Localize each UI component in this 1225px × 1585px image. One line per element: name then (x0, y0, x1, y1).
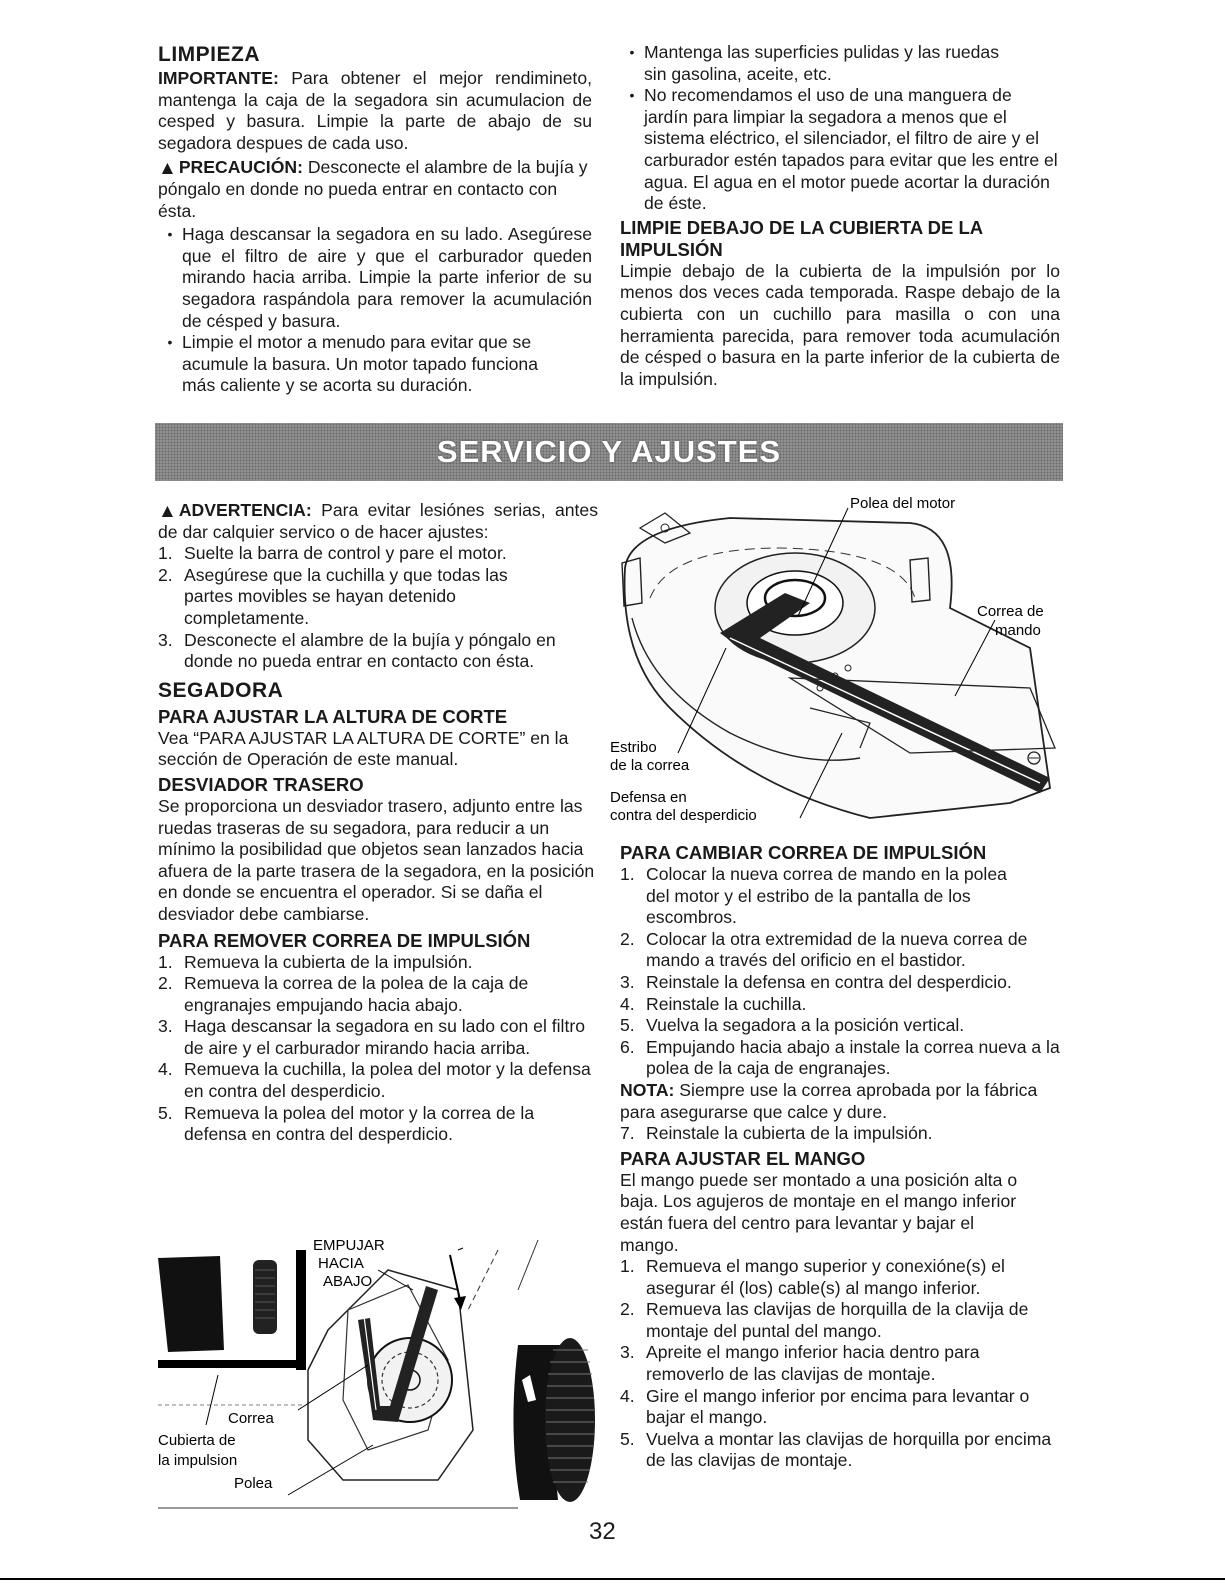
step-number: 5. (158, 1102, 173, 1123)
step-text: Colocar la nueva correa de mando en la polea del motor y el estribo de la pantalla de los escombros. (646, 864, 1007, 928)
step-text: Reinstale la cuchilla. (646, 993, 807, 1014)
label-abajo: ABAJO (323, 1273, 373, 1290)
step-number: 5. (620, 1428, 635, 1449)
importante-paragraph (158, 68, 592, 154)
label-cubierta-1: Cubierta de (158, 1432, 236, 1449)
step-number: 7. (620, 1123, 635, 1144)
step-text: Haga descansar la segadora en su lado con el filtro de aire y el carburador mirando hacia arriba. (184, 1016, 585, 1058)
step-number: 3. (620, 971, 635, 992)
step-text: Gire el mango inferior por encima para levantar o bajar el mango. (646, 1385, 1030, 1428)
mango-text: El mango puede ser montado a una posición alta o baja. Los agujeros de montaje en el mango inferior están fuera del centro para levantar y bajar el mango. (620, 1169, 1018, 1255)
advertencia-paragraph (158, 500, 598, 543)
step-text: Vuelva a montar las clavijas de horquilla por encima de las clavijas de montaje. (646, 1428, 1052, 1471)
precaucion-paragraph (158, 157, 592, 222)
advertencia-label: ADVERTENCIA: (178, 500, 312, 520)
list-item (620, 929, 1060, 972)
label-defensa-en: Defensa en (610, 789, 687, 806)
list-item (158, 565, 598, 630)
list-item (620, 1015, 1060, 1037)
remover-title: PARA REMOVER CORREA DE IMPULSIÓN (158, 929, 531, 951)
step-number: 4. (620, 1385, 635, 1406)
bullet-icon: • (167, 334, 173, 351)
list-item (620, 864, 1060, 929)
step-text: Remueva las clavijas de horquilla de la clavija de montaje del puntal del mango. (646, 1299, 1029, 1341)
step-text: Empujando hacia abajo a instale la correa nueva a la polea de la caja de engranajes. (646, 1036, 1060, 1079)
list-item (620, 1386, 1060, 1429)
right-column (620, 842, 1060, 1472)
list-item (620, 972, 1060, 994)
list-item (620, 1429, 1060, 1472)
list-item (158, 543, 598, 565)
step-text: Reinstale la defensa en contra del desperdicio. (646, 971, 1012, 992)
altura-title: PARA AJUSTAR LA ALTURA DE CORTE (158, 705, 508, 727)
warning-icon: ▲ (158, 501, 177, 522)
list-item (158, 1059, 598, 1102)
step-number: 2. (158, 973, 173, 994)
step-text: Asegúrese que la cuchilla y que todas las partes movibles se hayan detenido completamente. (184, 564, 508, 628)
step-number: 3. (158, 629, 173, 650)
label-mando: mando (995, 622, 1041, 639)
list-item (158, 630, 598, 673)
label-empujar: EMPUJAR (313, 1237, 385, 1254)
step-number: 6. (620, 1036, 635, 1057)
step-number: 1. (158, 543, 173, 564)
top-right-section (620, 42, 1060, 390)
step-number: 1. (620, 1256, 635, 1277)
bullet-icon: • (629, 44, 635, 60)
step-text: Remueva la cubierta de la impulsión. (184, 951, 473, 972)
left-column (158, 500, 598, 1146)
step-number: 2. (158, 564, 173, 585)
list-item (158, 952, 598, 974)
cubierta-title: LIMPIE DEBAJO DE LA CUBIERTA DE LA IMPULSIÓN (620, 216, 983, 260)
label-correa: Correa (228, 1410, 274, 1427)
label-estribo: Estribo (610, 739, 657, 756)
nota-text: Siempre use la correa aprobada por la fábrica para asegurarse que calce y dure. (620, 1079, 1038, 1122)
step-number: 2. (620, 1299, 635, 1320)
step-text: Colocar la otra extremidad de la nueva correa de mando a través del orificio en el bastidor. (646, 928, 1028, 971)
altura-text: Vea “PARA AJUSTAR LA ALTURA DE CORTE” en la sección de Operación de este manual. (158, 727, 569, 770)
bottom-rule (0, 1578, 1225, 1580)
label-polea-motor: Polea del motor (850, 495, 956, 512)
banner-title: SERVICIO Y AJUSTES (436, 434, 782, 469)
step-text: Desconecte el alambre de la bujía y póngalo en donde no pueda entrar en contacto con ésta. (184, 629, 556, 672)
importante-label: IMPORTANTE: (158, 68, 279, 88)
list-item (620, 994, 1060, 1016)
step-text: Remueva la correa de la polea de la caja de engranajes empujando hacia abajo. (184, 973, 529, 1015)
list-item (620, 1256, 1060, 1299)
label-contra-desperdicio: contra del desperdicio (610, 807, 757, 824)
step-number: 1. (620, 864, 635, 884)
list-item (620, 1342, 1060, 1385)
desviador-text: Se proporciona un desviador trasero, adjunto entre las ruedas traseras de su segadora, para reducir a un mínimo la posibilidad que objetos sean lanzados hacia afuera de la parte trasera de la segadora, en la posición en donde se encuentra el operador. Si se daña el desviador debe cambiarse. (158, 795, 595, 924)
precaucion-label: PRECAUCIÓN: (178, 157, 303, 178)
mango-title: PARA AJUSTAR EL MANGO (620, 1147, 866, 1169)
step-number: 4. (158, 1059, 173, 1080)
list-item (620, 1123, 1060, 1145)
step-text: Remueva el mango superior y conexióne(s) el asegurar él (los) cable(s) al mango inferior. (646, 1256, 1005, 1298)
cubierta-text: Limpie debajo de la cubierta de la impulsión por lo menos dos veces cada temporada. Raspe debajo de la cubierta con un cuchillo para masilla o con una herramienta parecida, para remover toda acumulación de césped o basura en la parte inferior de la cubierta de la impulsión. (620, 260, 1060, 389)
nota-label: NOTA: (620, 1079, 675, 1100)
desviador-title: DESVIADOR TRASERO (158, 773, 364, 795)
step-text: Remueva la polea del motor y la correa de la defensa en contra del desperdicio. (184, 1102, 535, 1145)
cambiar-title: PARA CAMBIAR CORREA DE IMPULSIÓN (620, 842, 987, 863)
list-item (158, 332, 592, 397)
list-item (158, 1016, 598, 1059)
step-text: Remueva la cuchilla, la polea del motor y la defensa en contra del desperdicio. (184, 1059, 591, 1102)
limpieza-title: LIMPIEZA (158, 43, 260, 66)
list-item (158, 973, 598, 1016)
bullet-icon: • (167, 226, 173, 243)
advertencia-text: Para evitar lesiónes serias, antes de dar calquier servico o de hacer ajustes: (158, 500, 598, 542)
step-number: 4. (620, 993, 635, 1014)
precaucion-text: Desconecte el alambre de la bujía y póngalo en donde no pueda entrar en contacto con ésta. (158, 157, 588, 221)
label-cubierta-2: la impulsion (158, 1452, 238, 1469)
drive-belt-figure (158, 1230, 598, 1520)
label-de-la-correa: de la correa (610, 757, 690, 774)
step-text: Reinstale la cubierta de la impulsión. (646, 1123, 933, 1144)
list-item (158, 1103, 598, 1146)
segadora-title: SEGADORA (158, 678, 284, 702)
limpieza-section (158, 42, 592, 397)
step-number: 2. (620, 928, 635, 949)
list-item (620, 1037, 1060, 1080)
step-text: Apreite el mango inferior hacia dentro para removerlo de las clavijas de montaje. (646, 1342, 980, 1385)
list-item (620, 1299, 1060, 1342)
step-number: 1. (158, 951, 173, 972)
warning-icon: ▲ (158, 158, 177, 180)
top-right-bullet-1: Mantenga las superficies pulidas y las ruedas sin gasolina, aceite, etc. (644, 42, 1000, 84)
list-item (620, 42, 1060, 85)
step-text: Vuelva la segadora a la posición vertical. (646, 1015, 965, 1036)
page-number: 32 (589, 1518, 616, 1545)
step-number: 3. (620, 1342, 635, 1363)
label-correa-de: Correa de (977, 603, 1044, 620)
list-item (158, 224, 592, 332)
importante-text: Para obtener el mejor rendimineto, mantenga la caja de la segadora sin acumulacion de cesped y basura. Limpie la parte de abajo de su segadora despues de cada uso. (158, 68, 592, 153)
limpieza-bullet-2: Limpie el motor a menudo para evitar que se acumule la basura. Un motor tapado funciona más caliente y se acorta su duración. (182, 332, 538, 396)
bullet-icon: • (629, 87, 635, 104)
limpieza-bullet-1: Haga descansar la segadora en su lado. Asegúrese que el filtro de aire y que el carburador queden mirando hacia arriba. Limpie la parte inferior de su segadora raspándola para remover la acumulación de césped y basura. (182, 224, 592, 331)
list-item (620, 85, 1060, 215)
nota-paragraph (620, 1080, 1060, 1123)
step-number: 3. (158, 1016, 173, 1037)
label-polea: Polea (234, 1475, 273, 1492)
section-banner (155, 423, 1063, 481)
deck-pulley-figure (610, 488, 1065, 833)
step-text: Suelte la barra de control y pare el motor. (184, 543, 507, 564)
step-number: 5. (620, 1015, 635, 1036)
label-hacia: HACIA (318, 1255, 364, 1272)
top-right-bullet-2: No recomendamos el uso de una manguera de jardín para limpiar la segadora a menos que el sistema eléctrico, el silenciador, el filtro de aire y el carburador estén tapados para evitar que les entre el agua. El agua en el motor puede acortar la duración de éste. (644, 85, 1058, 214)
